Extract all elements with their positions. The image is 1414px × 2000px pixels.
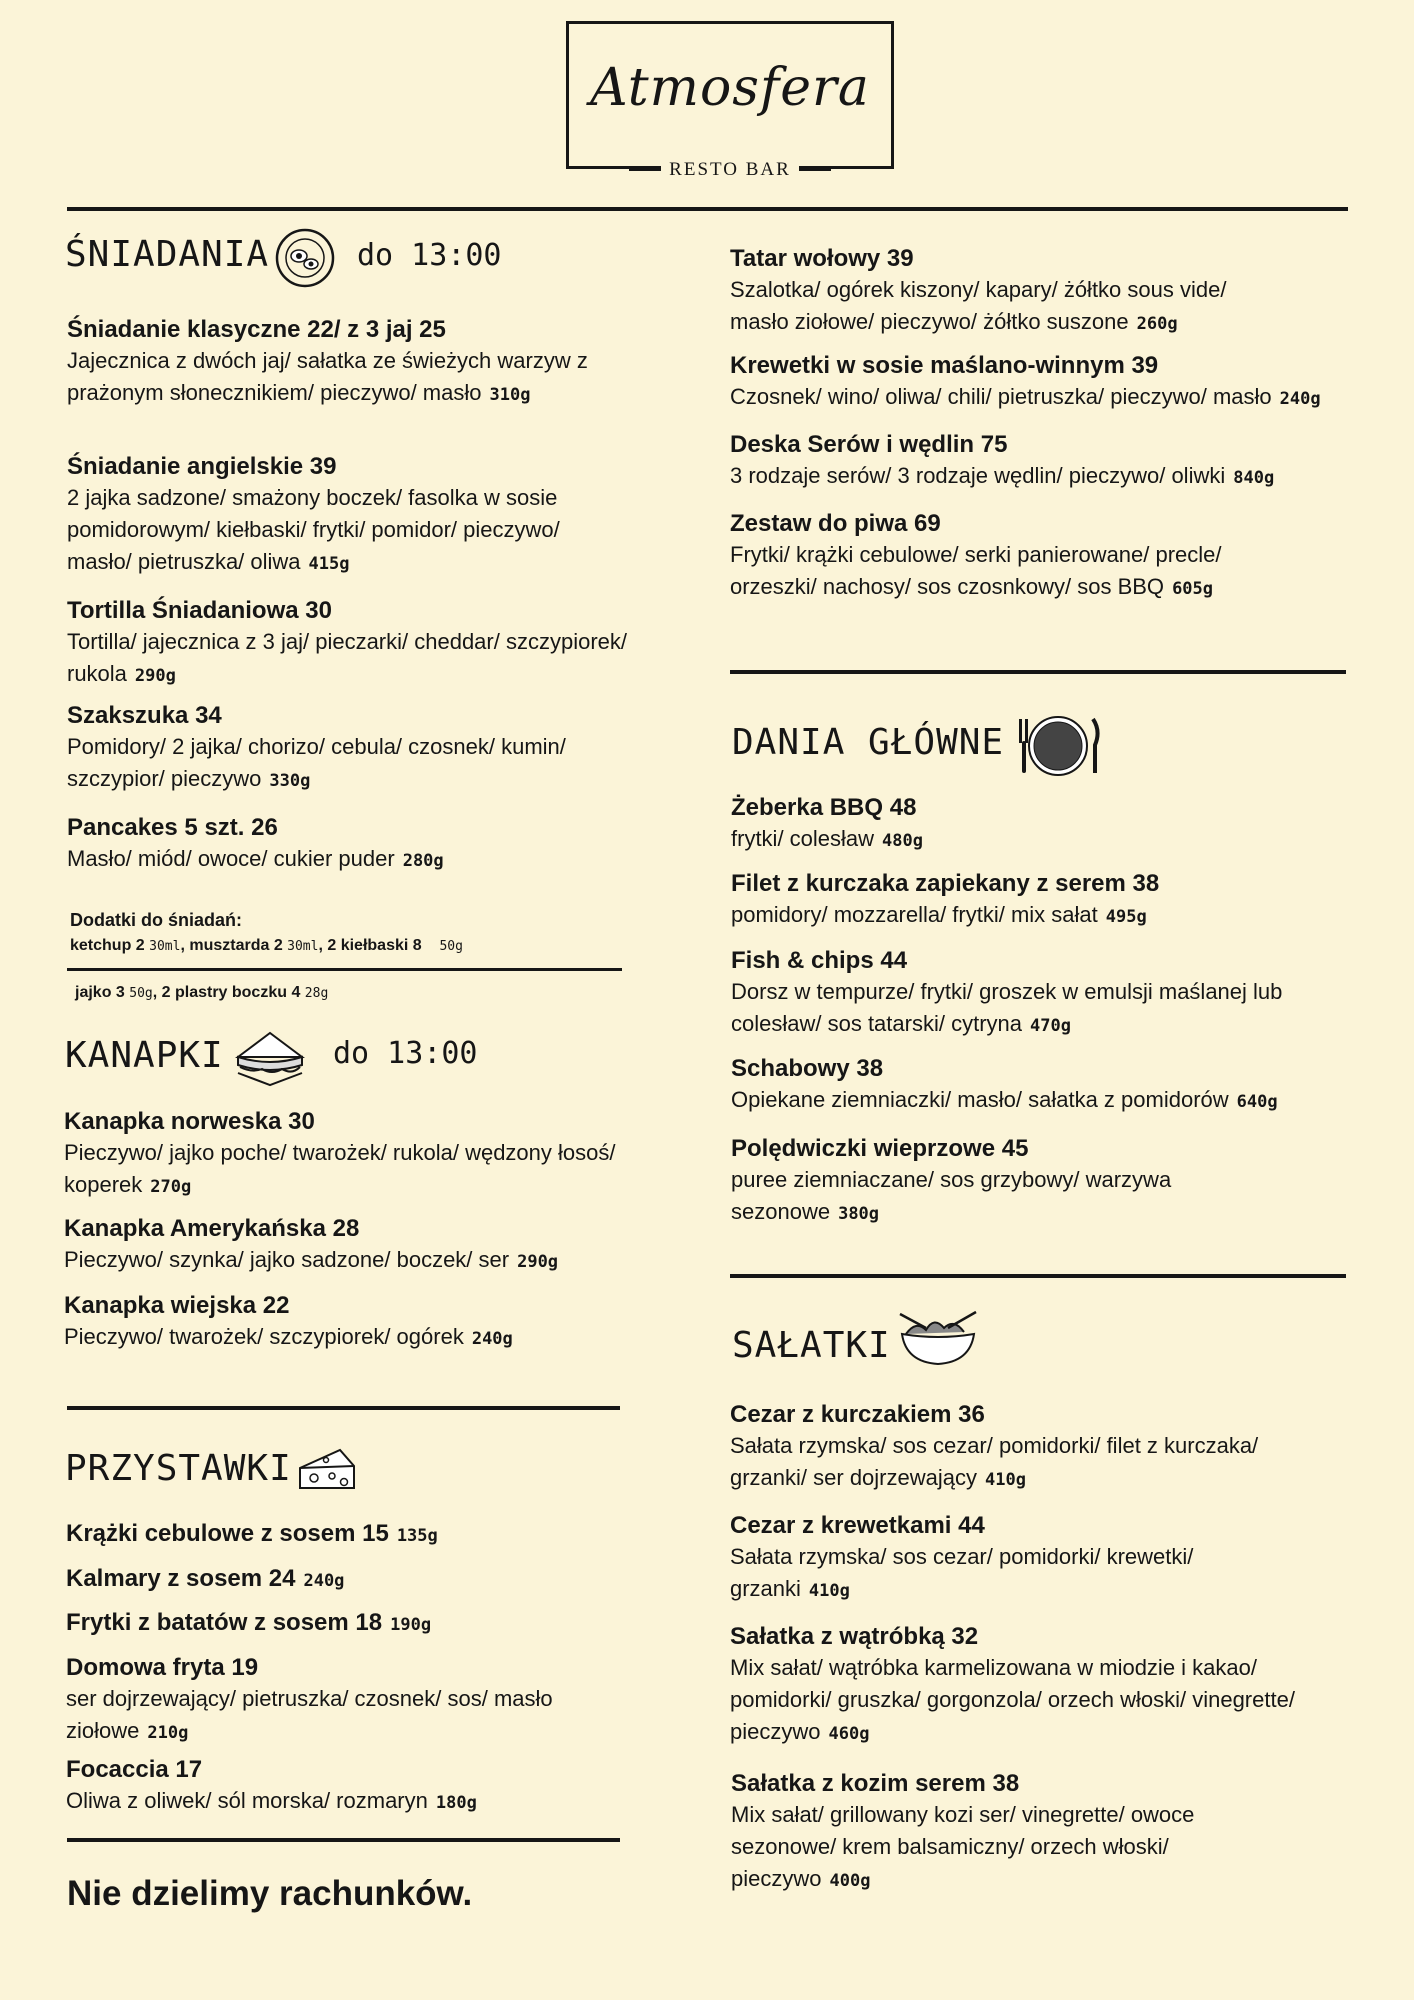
addons-title: Dodatki do śniadań: (70, 910, 243, 930)
item-desc: Pieczywo/ twarożek/ szczypiorek/ ogórek (64, 1324, 464, 1349)
item-weight: 190g (390, 1615, 432, 1635)
item-desc: frytki/ colesław (731, 826, 875, 851)
item-weight: 640g (1236, 1092, 1278, 1112)
divider (67, 207, 1348, 211)
item-name: Fish & chips 44 (731, 947, 908, 974)
item-name: Frytki z batatów z sosem 18 (66, 1609, 383, 1636)
item-weight: 400g (829, 1871, 871, 1891)
item-desc: Opiekane ziemniaczki/ masło/ sałatka z pomidorów (731, 1087, 1229, 1112)
item-name: Filet z kurczaka zapiekany z serem 38 (731, 870, 1160, 897)
menu-item (730, 1511, 1290, 1607)
item-weight: 470g (1029, 1016, 1071, 1036)
item-weight: 330g (269, 771, 311, 791)
section-title-salatki: SAŁATKI (732, 1325, 891, 1366)
menu-item (67, 315, 627, 411)
item-desc: Sałata rzymska/ sos cezar/ pomidorki/ filet z kurczaka/ grzanki/ ser dojrzewający (730, 1433, 1259, 1490)
item-name: Kalmary z sosem 24 (66, 1565, 296, 1592)
item-name: Śniadanie klasyczne 22/ z 3 jaj 25 (67, 316, 446, 343)
menu-item (731, 1054, 1371, 1118)
item-name: Zestaw do piwa 69 (730, 510, 941, 537)
item-desc: Pieczywo/ jajko poche/ twarożek/ rukola/ wędzony łosoś/ koperek (64, 1140, 616, 1197)
item-name: Krążki cebulowe z sosem 15 (66, 1520, 389, 1547)
menu-item (67, 813, 627, 877)
logo-subtitle: RESTO BAR (569, 159, 891, 181)
item-desc: 3 rodzaje serów/ 3 rodzaje wędlin/ pieczywo/ oliwki (730, 463, 1226, 488)
item-desc: Oliwa z oliwek/ sól morska/ rozmaryn (66, 1788, 428, 1813)
plate-cutlery-icon (1015, 715, 1101, 777)
item-name: Kanapka norweska 30 (64, 1108, 315, 1135)
item-name: Krewetki w sosie maślano-winnym 39 (730, 352, 1159, 379)
logo-script: Atmosfera (590, 58, 870, 118)
item-name: Tortilla Śniadaniowa 30 (67, 597, 332, 624)
item-desc: Masło/ miód/ owoce/ cukier puder (67, 846, 395, 871)
item-weight: 260g (1136, 314, 1178, 334)
item-desc: Mix sałat/ wątróbka karmelizowana w miodzie i kakao/ pomidorki/ gruszka/ gorgonzola/ orzech włoski/ vinegrette/ pieczywo (730, 1655, 1295, 1744)
item-desc: ser dojrzewający/ pietruszka/ czosnek/ sos/ masło ziołowe (66, 1686, 553, 1743)
menu-item (64, 1107, 624, 1203)
menu-item (730, 1622, 1330, 1750)
item-name: Domowa fryta 19 (66, 1654, 259, 1681)
item-desc: Czosnek/ wino/ oliwa/ chili/ pietruszka/ pieczywo/ masło (730, 384, 1272, 409)
logo (566, 21, 894, 180)
item-weight: 840g (1233, 468, 1275, 488)
item-name: Polędwiczki wieprzowe 45 (731, 1135, 1029, 1162)
item-desc: Sałata rzymska/ sos cezar/ pomidorki/ krewetki/ grzanki (730, 1544, 1194, 1601)
section-title-sniadania: ŚNIADANIA (65, 234, 270, 275)
item-name: Śniadanie angielskie 39 (67, 453, 337, 480)
item-desc: Mix sałat/ grillowany kozi ser/ vinegrette/ owoce sezonowe/ krem balsamiczny/ orzech włoski/ pieczywo (731, 1802, 1195, 1891)
item-name: Kanapka Amerykańska 28 (64, 1215, 360, 1242)
item-name: Tatar wołowy 39 (730, 245, 914, 272)
item-desc: Szalotka/ ogórek kiszony/ kapary/ żółtko sous vide/ masło ziołowe/ pieczywo/ żółtko suszone (730, 277, 1227, 334)
item-weight: 380g (838, 1204, 880, 1224)
item-weight: 495g (1105, 907, 1147, 927)
divider (67, 1838, 620, 1842)
item-name: Sałatka z wątróbką 32 (730, 1623, 979, 1650)
menu-item (731, 946, 1351, 1042)
menu-item (67, 701, 627, 797)
item-weight: 415g (308, 554, 350, 574)
plate-eggs-icon (273, 228, 337, 288)
item-name: Focaccia 17 (66, 1756, 203, 1783)
item-name: Cezar z kurczakiem 36 (730, 1401, 985, 1428)
menu-item (731, 1769, 1291, 1897)
item-name: Szakszuka 34 (67, 702, 222, 729)
menu-item (730, 351, 1390, 415)
cheese-icon (296, 1446, 358, 1494)
item-weight: 210g (147, 1723, 189, 1743)
item-weight: 180g (435, 1793, 477, 1813)
item-desc: Pomidory/ 2 jajka/ chorizo/ cebula/ czosnek/ kumin/ szczypior/ pieczywo (67, 734, 566, 791)
menu-item (731, 1134, 1291, 1230)
menu-item (730, 430, 1390, 494)
item-desc: Frytki/ krążki cebulowe/ serki panierowane/ precle/ orzeszki/ nachosy/ sos czosnkowy/ sos BBQ (730, 542, 1222, 599)
item-desc: Dorsz w tempurze/ frytki/ groszek w emulsji maślanej lub colesław/ sos tatarski/ cytryna (731, 979, 1283, 1036)
item-weight: 270g (150, 1177, 192, 1197)
item-name: Żeberka BBQ 48 (731, 794, 917, 821)
item-desc: Pieczywo/ szynka/ jajko sadzone/ boczek/ ser (64, 1247, 510, 1272)
section-title-glowne: DANIA GŁÓWNE (732, 722, 1005, 763)
addons-line: ketchup 2 30ml, musztarda 2 30ml, 2 kiełbaski 8 50g (70, 937, 463, 954)
item-weight: 135g (396, 1526, 438, 1546)
menu-item (730, 244, 1290, 340)
divider (67, 968, 622, 971)
menu-item (66, 1565, 344, 1593)
item-weight: 290g (517, 1252, 559, 1272)
item-name: Pancakes 5 szt. 26 (67, 814, 278, 841)
item-name: Cezar z krewetkami 44 (730, 1512, 985, 1539)
menu-item (67, 596, 627, 692)
item-desc: puree ziemniaczane/ sos grzybowy/ warzywa sezonowe (731, 1167, 1172, 1224)
item-weight: 605g (1172, 579, 1214, 599)
menu-item (730, 1400, 1330, 1496)
menu-item (64, 1291, 664, 1355)
item-weight: 310g (489, 385, 531, 405)
item-desc: pomidory/ mozzarella/ frytki/ mix sałat (731, 902, 1098, 927)
salad-bowl-icon (896, 1310, 980, 1368)
item-weight: 290g (134, 666, 176, 686)
item-weight: 480g (882, 831, 923, 851)
item-name: Deska Serów i wędlin 75 (730, 431, 1008, 458)
item-desc: Jajecznica z dwóch jaj/ sałatka ze świeżych warzyw z prażonym słonecznikiem/ pieczywo/ masło (67, 348, 588, 405)
menu-item (731, 793, 1331, 857)
menu-item (66, 1520, 438, 1548)
section-time: do 13:00 (333, 1036, 478, 1071)
menu-item (66, 1609, 431, 1637)
menu-item (730, 509, 1290, 605)
section-title-przystawki: PRZYSTAWKI (65, 1448, 292, 1489)
item-weight: 240g (303, 1571, 345, 1591)
item-weight: 280g (402, 851, 444, 871)
addons-line: jajko 3 50g, 2 plastry boczku 4 28g (75, 984, 329, 1001)
menu-item (67, 452, 627, 580)
menu-item (64, 1214, 664, 1278)
menu-item (66, 1653, 626, 1749)
item-desc: 2 jajka sadzone/ smażony boczek/ fasolka w sosie pomidorowym/ kiełbaski/ frytki/ pomidor/ pieczywo/ masło/ pietruszka/ oliwa (67, 485, 560, 574)
section-title-kanapki: KANAPKI (65, 1035, 224, 1076)
item-weight: 240g (471, 1329, 513, 1349)
item-desc: Tortilla/ jajecznica z 3 jaj/ pieczarki/ cheddar/ szczypiorek/ rukola (67, 629, 628, 686)
item-weight: 460g (828, 1724, 870, 1744)
sandwich-icon (232, 1027, 308, 1091)
item-name: Sałatka z kozim serem 38 (731, 1770, 1020, 1797)
footer-note: Nie dzielimy rachunków. (67, 1874, 473, 1913)
item-weight: 410g (984, 1470, 1026, 1490)
divider (730, 1274, 1346, 1278)
divider (67, 1406, 620, 1410)
divider (730, 670, 1346, 674)
section-time: do 13:00 (357, 238, 502, 273)
menu-item (731, 869, 1351, 933)
item-weight: 240g (1279, 389, 1321, 409)
item-name: Schabowy 38 (731, 1055, 884, 1082)
menu-item (66, 1755, 666, 1819)
item-name: Kanapka wiejska 22 (64, 1292, 290, 1319)
item-weight: 410g (808, 1581, 850, 1601)
